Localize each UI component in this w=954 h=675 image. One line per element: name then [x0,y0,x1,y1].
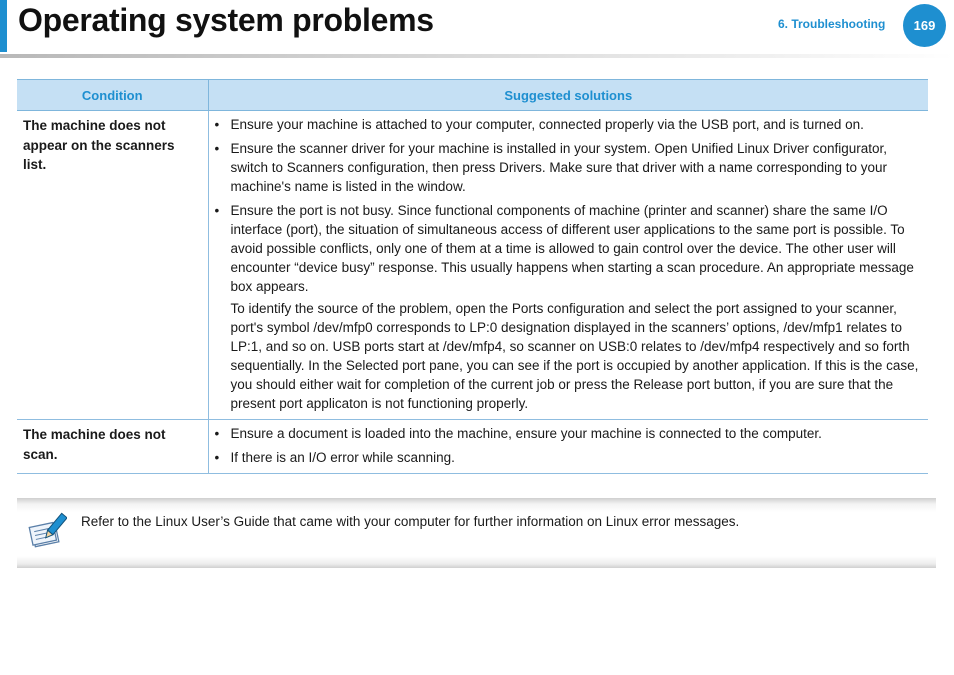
solution-item [215,424,921,443]
bullet: • [214,141,220,156]
solution-text: Ensure the scanner driver for your machine is installed in your system. Open Unified Linux Driver configurator, switch to Scanners configuration, then press Drivers. Make sure that driver with a name corresponding to your machine's name is listed in the window. [230,141,888,194]
section-label[interactable]: 6. Troubleshooting [778,17,886,31]
bullet: • [214,117,220,132]
solution-extra-text: To identify the source of the problem, open the Ports configuration and select the port assigned to your scanner, port's symbol /dev/mfp0 corresponds to LP:0 designation displayed in the scanners’ options, /dev/mfp1 relates to LP:1, and so on. USB ports start at /dev/mfp4, so scanner on USB:0 relates to /dev/mfp4 respectively and so forth sequentially. In the Selected port pane, you can see if the port is occupied by another application. If this is the case, you should either wait for completion of the current job or press the Release port button, if you are sure that the present port applicaton is not functioning properly. [230,301,919,411]
solution-text: Ensure a document is loaded into the machine, ensure your machine is connected to the computer. [230,426,822,441]
header-rule [0,54,954,58]
title-accent-bar [0,0,7,52]
table-header-row [17,80,928,111]
solution-item [215,201,921,413]
bullet: • [214,203,220,218]
solutions-cell [208,420,928,474]
condition-text: The machine does not scan. [23,427,166,462]
condition-cell [17,420,208,474]
condition-text: The machine does not appear on the scanners list. [23,118,175,172]
note-box [17,498,936,568]
note-text: Refer to the Linux User’s Guide that came with your computer for further information on Linux error messages. [81,514,740,529]
note-pencil-icon [27,512,67,552]
solution-item [215,139,921,196]
solution-item [215,448,921,467]
solution-text: Ensure your machine is attached to your computer, connected properly via the USB port, and is turned on. [230,117,864,132]
bullet: • [214,426,220,441]
solutions-cell [208,111,928,420]
header-suggested-solutions: Suggested solutions [208,80,928,111]
header-condition: Condition [17,80,208,111]
solution-item [215,115,921,134]
page-title: Operating system problems [18,2,434,38]
troubleshooting-table [17,79,928,474]
solution-text: If there is an I/O error while scanning. [230,450,455,465]
solution-list [215,424,921,467]
bullet: • [214,450,220,465]
page-number-badge: 169 [903,4,946,47]
condition-cell [17,111,208,420]
solution-text: Ensure the port is not busy. Since functional components of machine (printer and scanner) share the same I/O interface (port), the situation of simultaneous access of different user applications to the same port is possible. To avoid possible conflicts, only one of them at a time is allowed to gain control over the device. The other user will encounter “device busy” response. This usually happens when starting a scan procedure. An appropriate message box appears. [230,203,914,294]
table-row [17,111,928,420]
table-row [17,420,928,474]
solution-list [215,115,921,413]
